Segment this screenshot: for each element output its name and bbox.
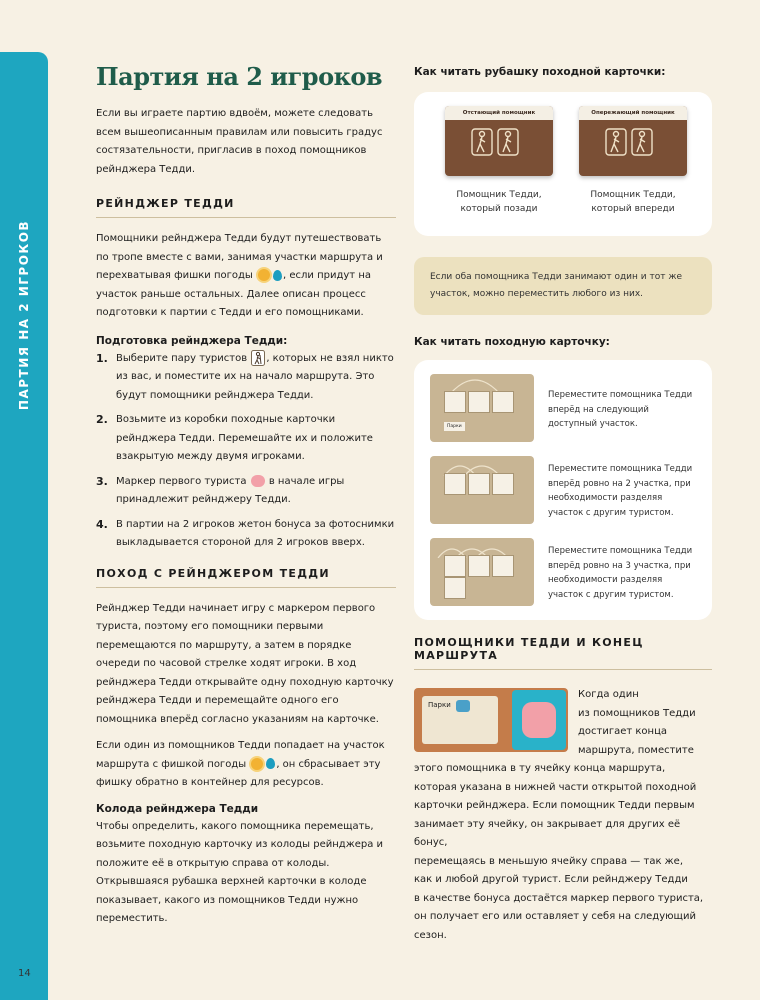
card-back-caption: Помощник Тедди, который впереди: [590, 190, 676, 214]
setup-step: 4. В партии на 2 игроков жетон бонуса за фотоснимки выкладывается стороной для 2 игроков вверх.: [96, 517, 395, 548]
hike-card-example: [430, 456, 534, 524]
sun-icon: [251, 758, 263, 770]
bear-paw-icon: [522, 702, 556, 738]
hike-card-panel: [414, 360, 712, 620]
end-text-bottom: этого помощника в ту ячейку конца маршрута, которая указана в нижней части открытой походной карточки рейнджера. Если помощник Тедди первым занимает эту ячейку, он закрывает для других её бонус, перемещаясь в меньшую ячейку справа — так же, как и любой другой турист. Если рейнджеру Тедди в качестве бонуса достаётся маркер первого туриста, он получает его или оставляет у себя на следующий сезон.: [414, 763, 704, 941]
setup-step: 3. Маркер первого туриста в начале игры принадлежит рейнджеру Тедди.: [96, 474, 345, 505]
hiker-icon: [251, 350, 265, 366]
hike-card-text: Переместите помощника Тедди вперёд ровно на 3 участка, при необходимости разделяя участок с другим туристом.: [548, 546, 693, 600]
section-hike-heading: ПОХОД С РЕЙНДЖЕРОМ ТЕДДИ: [96, 567, 396, 588]
hike-weather-text: Если один из помощников Тедди попадает на участок маршрута с фишкой погоды , он сбрасывает эту фишку обратно в контейнер для ресурсов.: [96, 740, 385, 788]
end-text-top: Когда один из помощников Тедди достигает конца маршрута, поместите: [578, 689, 696, 756]
hiker-icon: [605, 128, 627, 156]
water-drop-icon: [273, 270, 282, 281]
setup-step: 2. Возьмите из коробки походные карточки рейнджера Тедди. Перемешайте их и положите взакрытую между двумя игроками.: [96, 413, 373, 462]
sidebar-title: ПАРТИЯ НА 2 ИГРОКОВ: [17, 219, 31, 411]
section-ranger-heading: РЕЙНДЖЕР ТЕДДИ: [96, 197, 396, 218]
deck-heading: Колода рейнджера Тедди: [96, 802, 259, 815]
hiker-icon: [497, 128, 519, 156]
card-back-heading: Как читать рубашку походной карточки:: [414, 66, 666, 78]
card-back-caption: Помощник Тедди, который позади: [456, 190, 542, 214]
hike-card-text: Переместите помощника Тедди вперёд ровно на 2 участка, при необходимости разделяя участок с другим туристом.: [548, 464, 693, 518]
card-back-leading: Опережающий помощник: [579, 106, 687, 176]
left-column: [96, 62, 396, 929]
hike-card-heading: Как читать походную карточку:: [414, 336, 610, 348]
setup-step: 1. Выберите пару туристов , которых не взял никто из вас, и поместите их на начало маршрута. Это будут помощники рейнджера Тедди.: [96, 351, 394, 401]
water-drop-icon: [266, 758, 275, 769]
sidebar-band: [0, 52, 48, 1000]
hike-text: Рейнджер Тедди начинает игру с маркером первого туриста, поэтому его помощники первыми перемещаются по маршруту, а затем в порядке очереди по часовой стрелке ходят игроки. В ход рейнджера Тедди открывайте одну походную карточку рейнджера Тедди и перемещайте одного его помощника вперёд согласно указаниям на карточке.: [96, 602, 394, 725]
setup-list: [96, 350, 396, 553]
page-number: 14: [18, 968, 31, 979]
card-back-trailing: Отстающий помощник: [445, 106, 553, 176]
note-box: Если оба помощника Тедди занимают один и тот же участок, можно переместить любого из них.: [414, 257, 712, 315]
page-title: Партия на 2 игроков: [96, 62, 383, 91]
bear-paw-icon: [251, 475, 265, 487]
intro-text: Если вы играете партию вдвоём, можете следовать всем вышеописанным правилам или повысить градус состязательности, пригласив в поход помощников рейнджера Тедди.: [96, 108, 383, 175]
hike-card-text: Переместите помощника Тедди вперёд на следующий доступный участок.: [548, 390, 693, 429]
hiker-icon: [631, 128, 653, 156]
ranger-text: Помощники рейнджера Тедди будут путешествовать по тропе вместе с вами, занимая участки маршрута и перехватывая фишки погоды , если придут на участок раньше остальных. Далее описан процесс подготовки к партии с Тедди и его помощниками.: [96, 233, 383, 318]
card-back-panel: [414, 92, 712, 236]
end-of-trail-photo: Парки: [414, 688, 568, 752]
hiker-icon: [471, 128, 493, 156]
hike-card-example: Парки: [430, 374, 534, 442]
setup-heading: Подготовка рейнджера Тедди:: [96, 334, 288, 347]
section-end-heading: ПОМОЩНИКИ ТЕДДИ И КОНЕЦ МАРШРУТА: [414, 636, 712, 670]
sun-icon: [258, 269, 270, 281]
hike-card-example: [430, 538, 534, 606]
deck-text: Чтобы определить, какого помощника перемещать, возьмите походную карточку из колоды рейнджера и положите её в открытую справа от колоды. Открывшаяся рубашка верхней карточки в колоде показывает, какого из помощников Тедди нужно переместить.: [96, 820, 384, 924]
